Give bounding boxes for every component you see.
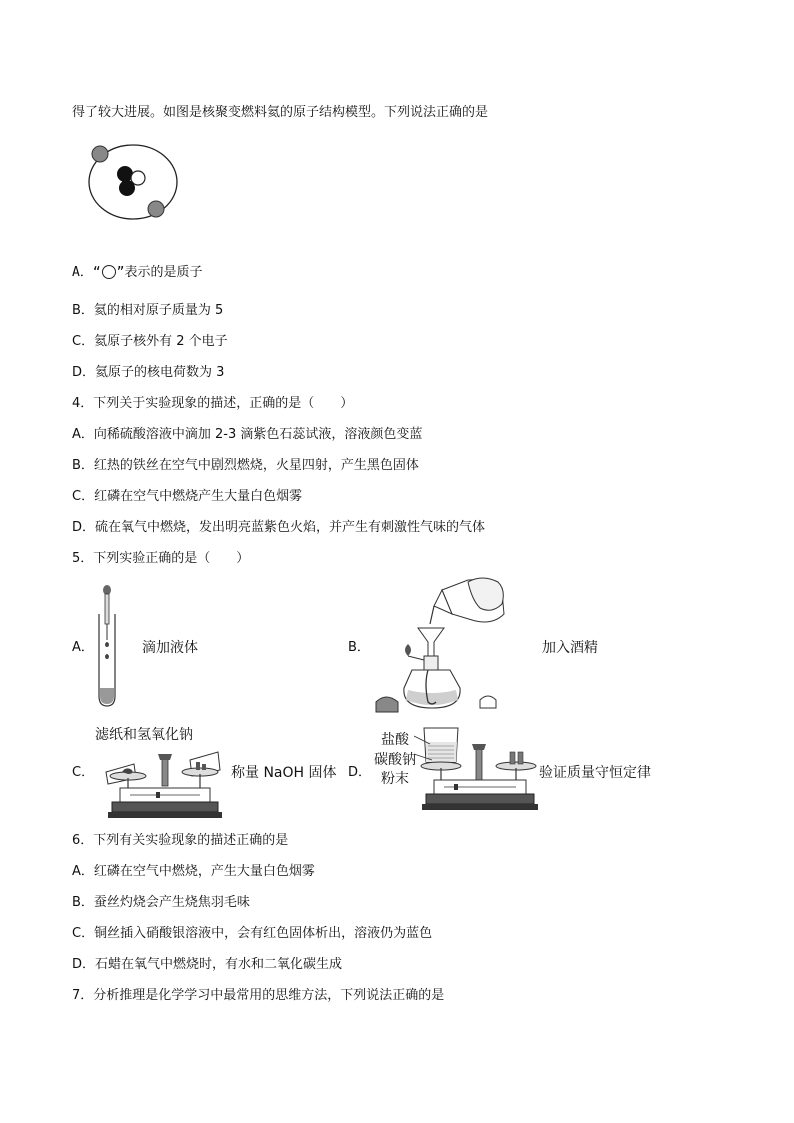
q5-option-d-label-na2co3: 碳酸钠: [374, 752, 416, 768]
q3-option-d: D．氦原子的核电荷数为 3: [72, 365, 225, 380]
q3-option-a: A．“ ”表示的是质子: [72, 265, 203, 280]
q5-option-a-caption: 滴加液体: [142, 640, 198, 656]
q5-option-d-caption: 验证质量守恒定律: [539, 765, 651, 781]
q5-option-d-label-powder: 粉末: [381, 771, 409, 787]
q4-stem: 4．下列关于实验现象的描述，正确的是（ ）: [72, 396, 354, 411]
intro-text: 得了较大进展。如图是核聚变燃料氦的原子结构模型。下列说法正确的是: [72, 105, 489, 120]
q6-option-a: A．红磷在空气中燃烧，产生大量白色烟雾: [72, 864, 315, 879]
q3-option-c: C．氦原子核外有 2 个电子: [72, 334, 228, 349]
balance-mass-conservation-figure: [414, 722, 546, 820]
q3-option-b: B．氦的相对原子质量为 5: [72, 303, 224, 318]
q6-stem: 6．下列有关实验现象的描述正确的是: [72, 833, 289, 848]
q4-option-d: D．硫在氧气中燃烧，发出明亮蓝紫色火焰，并产生有刺激性气味的气体: [72, 520, 486, 535]
q6-option-b: B．蚕丝灼烧会产生烧焦羽毛味: [72, 895, 250, 910]
q6-option-c: C．铜丝插入硝酸银溶液中，会有红色固体析出，溶液仍为蓝色: [72, 926, 433, 941]
q5-option-c-letter: C．: [72, 765, 95, 780]
q5-option-d-letter: D．: [348, 765, 372, 780]
q5-option-b-caption: 加入酒精: [542, 640, 598, 656]
q5-stem: 5．下列实验正确的是（ ）: [72, 551, 250, 566]
q6-option-d: D．石蜡在氧气中燃烧时，有水和二氧化碳生成: [72, 957, 343, 972]
q4-option-b: B．红热的铁丝在空气中剧烈燃烧，火星四射，产生黑色固体: [72, 458, 419, 473]
q5-option-d-label-hcl: 盐酸: [381, 732, 409, 748]
dropper-test-tube-figure: [94, 584, 120, 710]
neutron-circle-icon: [102, 265, 116, 279]
balance-naoh-figure: [100, 742, 230, 820]
q7-stem: 7．分析推理是化学学习中最常用的思维方法，下列说法正确的是: [72, 988, 445, 1003]
q4-option-c: C．红磷在空气中燃烧产生大量白色烟雾: [72, 489, 303, 504]
q5-option-c-label: 滤纸和氢氧化钠: [95, 727, 193, 743]
q4-option-a: A．向稀硫酸溶液中滴加 2-3 滴紫色石蕊试液，溶液颜色变蓝: [72, 427, 423, 442]
alcohol-lamp-figure: [372, 574, 512, 716]
q5-option-c-caption: 称量 NaOH 固体: [231, 765, 337, 781]
q5-option-b-letter: B．: [348, 640, 370, 655]
q5-option-a-letter: A．: [72, 640, 94, 655]
helium-atom-diagram: [86, 142, 186, 222]
